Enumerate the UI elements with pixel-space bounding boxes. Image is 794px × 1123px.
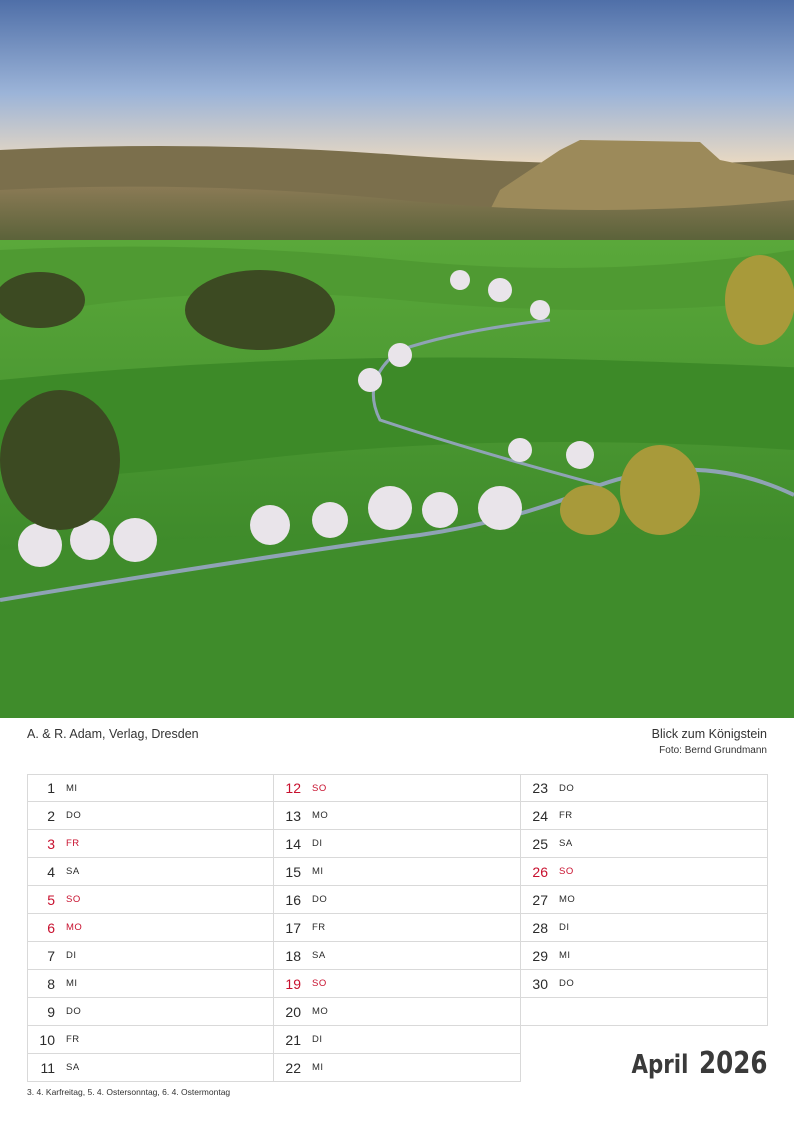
calendar-column-3 xyxy=(521,774,768,1026)
weekday-label: MI xyxy=(312,866,324,877)
day-number: 17 xyxy=(285,919,301,936)
weekday-label: DO xyxy=(312,894,328,905)
day-number: 22 xyxy=(285,1059,301,1076)
calendar-day-cell xyxy=(521,858,768,886)
calendar-day-cell xyxy=(274,914,521,942)
weekday-label: SA xyxy=(66,1062,80,1073)
calendar-day-cell xyxy=(521,886,768,914)
day-number: 23 xyxy=(532,780,548,796)
day-number: 2 xyxy=(47,807,55,824)
month-title xyxy=(619,1046,767,1081)
calendar-day-cell xyxy=(27,858,274,886)
calendar-column-1 xyxy=(27,774,274,1082)
calendar-day-cell xyxy=(521,802,768,830)
weekday-label: DO xyxy=(559,978,575,989)
day-number: 20 xyxy=(285,1003,301,1020)
weekday-label: DO xyxy=(559,782,575,794)
weekday-label: SO xyxy=(312,978,327,989)
calendar-day-cell xyxy=(521,774,768,802)
day-number: 13 xyxy=(285,807,301,824)
photo-caption xyxy=(652,727,767,756)
day-number: 11 xyxy=(40,1059,55,1076)
day-number: 18 xyxy=(285,947,301,964)
calendar-day-cell xyxy=(274,1054,521,1082)
day-number: 6 xyxy=(47,919,55,936)
calendar-column-2 xyxy=(274,774,521,1082)
weekday-label: SO xyxy=(66,894,81,905)
weekday-label: FR xyxy=(66,1034,80,1045)
day-number: 26 xyxy=(532,863,548,880)
weekday-label: DO xyxy=(66,1006,82,1017)
weekday-label: SO xyxy=(559,866,574,877)
calendar-day-cell xyxy=(27,942,274,970)
weekday-label: MI xyxy=(66,978,78,989)
photographer-credit: Foto: Bernd Grundmann xyxy=(659,745,767,756)
calendar-day-cell xyxy=(274,1026,521,1054)
weekday-label: MI xyxy=(559,950,571,961)
day-number: 10 xyxy=(39,1031,55,1048)
day-number: 4 xyxy=(47,863,55,880)
weekday-label: SO xyxy=(312,782,327,794)
weekday-label: MO xyxy=(312,1006,329,1017)
empty-cell xyxy=(521,998,768,1026)
calendar-day-cell xyxy=(274,774,521,802)
holidays-note: 3. 4. Karfreitag, 5. 4. Ostersonntag, 6. 4. Ostermontag xyxy=(27,1087,231,1097)
calendar-day-cell xyxy=(27,998,274,1026)
day-number: 19 xyxy=(285,975,301,992)
weekday-label: SA xyxy=(559,838,573,849)
calendar-day-cell xyxy=(27,886,274,914)
weekday-label: FR xyxy=(66,838,80,849)
calendar-day-cell xyxy=(274,802,521,830)
photo-title: Blick zum Königstein xyxy=(651,727,767,741)
month-name: April xyxy=(631,1050,689,1080)
day-number: 3 xyxy=(47,835,55,852)
day-number: 12 xyxy=(285,780,301,796)
calendar-day-cell xyxy=(521,914,768,942)
day-number: 8 xyxy=(47,975,55,992)
calendar-day-cell xyxy=(274,886,521,914)
day-number: 21 xyxy=(285,1031,301,1048)
calendar-day-cell xyxy=(27,1054,274,1082)
weekday-label: MI xyxy=(66,782,78,794)
day-number: 5 xyxy=(47,891,55,908)
calendar-day-cell xyxy=(521,970,768,998)
calendar-day-cell xyxy=(27,774,274,802)
calendar-day-cell xyxy=(274,858,521,886)
calendar-day-cell xyxy=(274,942,521,970)
weekday-label: SA xyxy=(66,866,80,877)
year: 2026 xyxy=(698,1046,767,1081)
weekday-label: SA xyxy=(312,950,326,961)
day-number: 9 xyxy=(47,1003,55,1020)
day-number: 27 xyxy=(532,891,548,908)
day-number: 14 xyxy=(285,835,301,852)
day-number: 28 xyxy=(532,919,548,936)
day-number: 1 xyxy=(47,780,55,796)
weekday-label: MO xyxy=(559,894,576,905)
weekday-label: FR xyxy=(312,922,326,933)
weekday-label: DI xyxy=(559,922,570,933)
weekday-label: MO xyxy=(312,810,329,821)
day-number: 29 xyxy=(532,947,548,964)
day-number: 24 xyxy=(532,807,548,824)
day-number: 7 xyxy=(47,947,55,964)
calendar-day-cell xyxy=(27,830,274,858)
day-number: 16 xyxy=(285,891,301,908)
weekday-label: DI xyxy=(66,950,77,961)
weekday-label: FR xyxy=(559,810,573,821)
calendar-day-cell xyxy=(27,802,274,830)
calendar-day-cell xyxy=(521,942,768,970)
weekday-label: MO xyxy=(66,922,83,933)
calendar-day-cell xyxy=(274,970,521,998)
publisher-credit: A. & R. Adam, Verlag, Dresden xyxy=(27,727,199,741)
calendar-day-cell xyxy=(274,998,521,1026)
day-number: 25 xyxy=(532,835,548,852)
calendar-day-cell xyxy=(274,830,521,858)
weekday-label: DO xyxy=(66,810,82,821)
calendar-day-cell xyxy=(27,970,274,998)
calendar-day-cell xyxy=(521,830,768,858)
weekday-label: DI xyxy=(312,1034,323,1045)
weekday-label: DI xyxy=(312,838,323,849)
calendar-day-cell xyxy=(27,914,274,942)
day-number: 30 xyxy=(532,975,548,992)
weekday-label: MI xyxy=(312,1062,324,1073)
day-number: 15 xyxy=(285,863,301,880)
calendar-day-cell xyxy=(27,1026,274,1054)
